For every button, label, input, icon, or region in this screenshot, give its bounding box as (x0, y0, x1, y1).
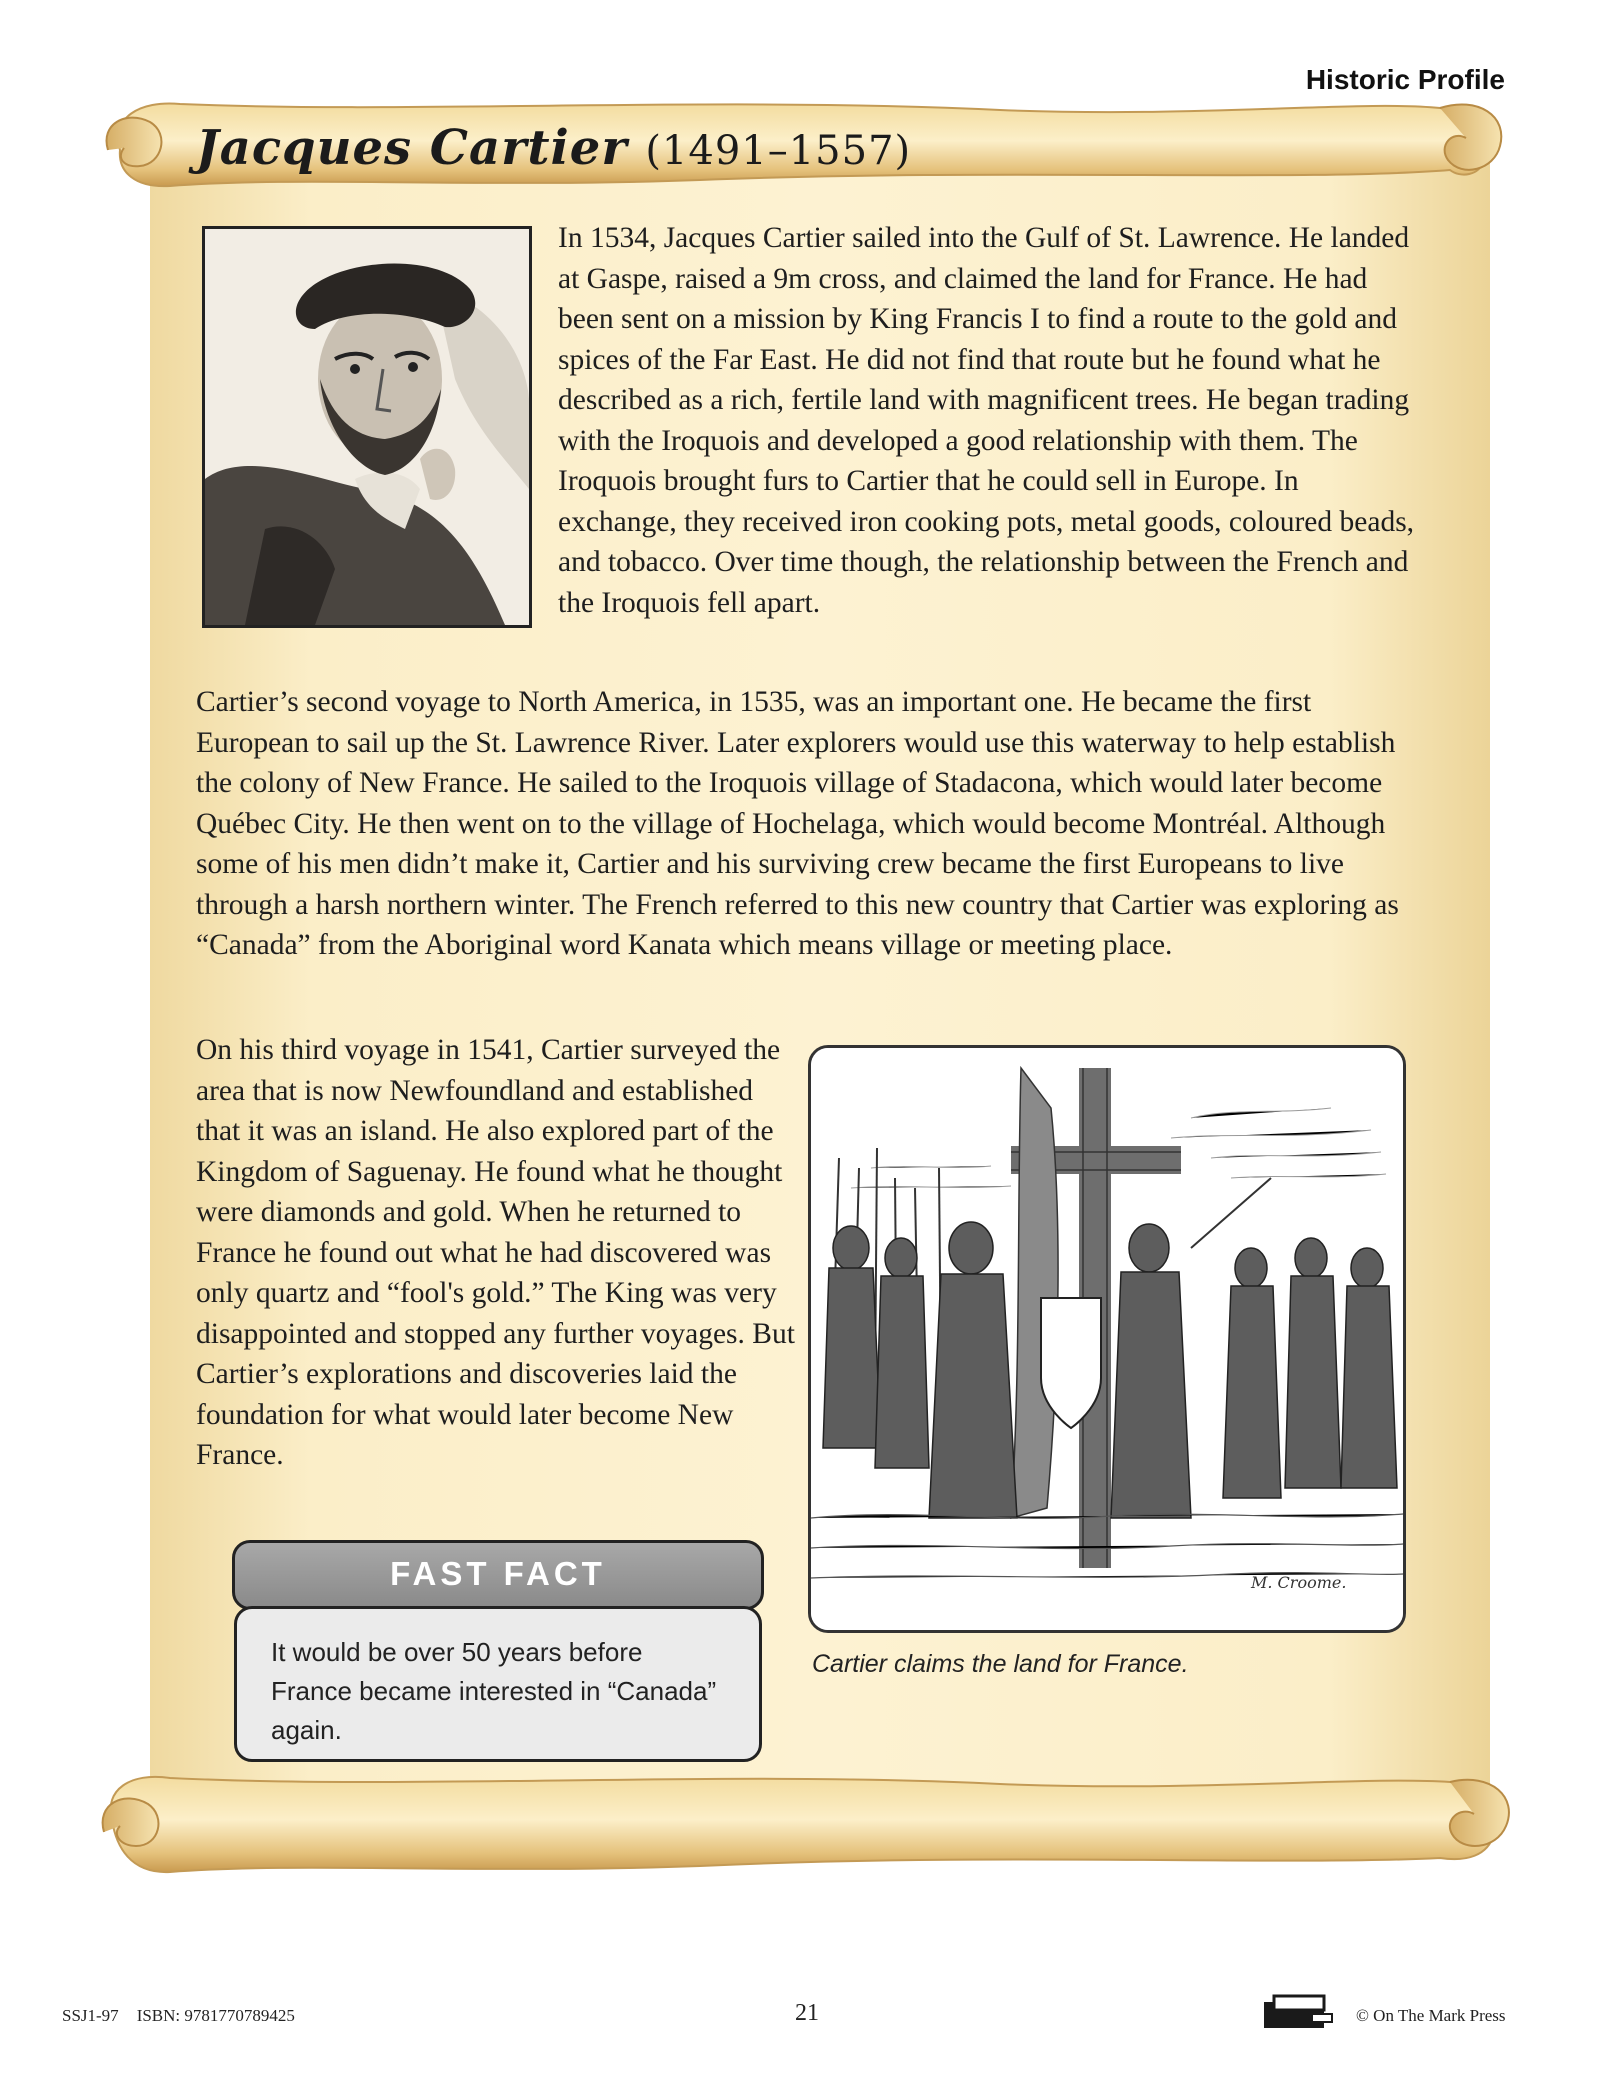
paragraph-first-voyage: In 1534, Jacques Cartier sailed into the Gulf of St. Lawrence. He landed at Gaspe, raised a 9m cross, and claimed the land for France. He had been sent on a mission by King Francis I to find a route to the gold and spices of the Far East. He did not find that route but he found what he described as a rich, fertile land with magnificent trees. He began trading with the Iroquois and developed a good relationship with them. The Iroquois brought furs to Cartier that he could sell in Europe. In exchange, they received iron cooking pots, metal goods, coloured beads, and tobacco. Over time though, the relationship between the French and the Iroquois fell apart. (558, 222, 1415, 619)
fast-fact-text: It would be over 50 years before France became interested in “Canada” again. (234, 1606, 762, 1762)
engraving-signature: M. Croome. (1251, 1573, 1347, 1592)
footer-publisher: © On The Mark Press (1356, 2006, 1506, 2025)
paragraph-second-voyage: Cartier’s second voyage to North America, in 1535, was an important one. He became the first European to sail up the St. Lawrence River. Later explorers would use this waterway to help establish the colony of New France. He sailed to the Iroquois village of Stadacona, which would later become Québec City. He then went on to the village of Hochelaga, which would become Montréal. Although some of his men didn’t make it, Cartier and his surviving crew became the first Europeans to live through a harsh northern winter. The French referred to this new country that Cartier was exploring as “Canada” from the Aboriginal word Kanata which means village or meeting place. (196, 686, 1399, 961)
page-number: 21 (795, 2000, 819, 2026)
bottom-scroll-curl-right (1450, 1780, 1509, 1846)
cartier-portrait (202, 226, 532, 628)
fast-fact-box (232, 1540, 764, 1762)
title-name: Jacques Cartier (196, 120, 628, 176)
article-title (196, 120, 911, 176)
fast-fact-heading: FAST FACT (232, 1540, 764, 1610)
footer-code: SSJ1-97 (62, 2006, 119, 2025)
title-years: (1491–1557) (645, 128, 912, 174)
image-caption: Cartier claims the land for France. (812, 1650, 1189, 1678)
cartier-claims-land-engraving (808, 1045, 1406, 1633)
bottom-scroll-curl-left (103, 1799, 159, 1846)
footer-isbn: ISBN: 9781770789425 (136, 2006, 295, 2025)
section-label: Historic Profile (1305, 64, 1505, 95)
footer-product-info (62, 2006, 295, 2026)
top-scroll-curl-left (107, 118, 162, 167)
publisher-logo-icon (1262, 1994, 1334, 2030)
bottom-scroll-roll (111, 1777, 1496, 1872)
paragraph-third-voyage: On his third voyage in 1541, Cartier surveyed the area that is now Newfoundland and established that it was an island. He also explored part of the Kingdom of Saguenay. He found what he thought were diamonds and gold. When he returned to France he found out what he had discovered was only quartz and “fool's gold.” The King was very disappointed and stopped any further voyages. But Cartier’s explorations and discoveries laid the foundation for what would later become New France. (196, 1034, 795, 1471)
